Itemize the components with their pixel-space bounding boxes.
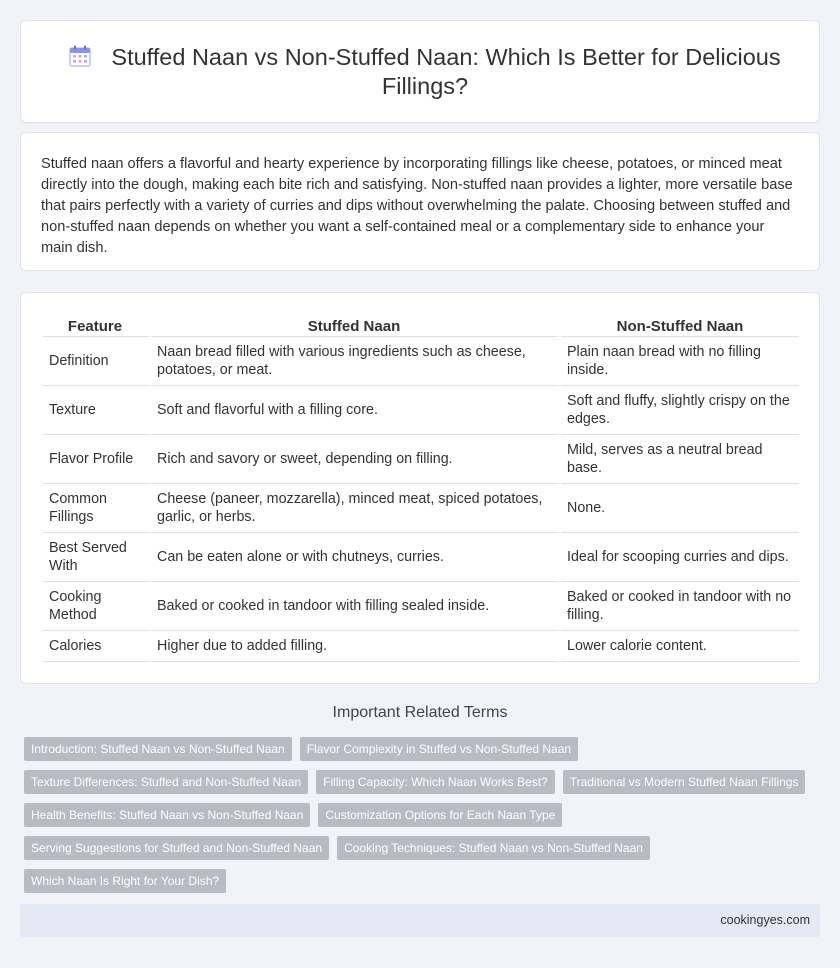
header-non-stuffed: Non-Stuffed Naan <box>561 316 799 337</box>
non-stuffed-cell: Ideal for scooping curries and dips. <box>561 533 799 582</box>
stuffed-cell: Naan bread filled with various ingredients such as cheese, potatoes, or meat. <box>151 337 561 386</box>
feature-cell: Common Fillings <box>43 484 151 533</box>
tag-row <box>24 869 824 893</box>
table-row <box>43 337 799 386</box>
summary-card <box>20 132 820 271</box>
table-header-row <box>43 316 799 337</box>
stuffed-cell: Cheese (paneer, mozzarella), minced meat, spiced potatoes, garlic, or herbs. <box>151 484 561 533</box>
related-term-tag[interactable]: Texture Differences: Stuffed and Non-Stuffed Naan <box>24 770 308 794</box>
feature-cell: Best Served With <box>43 533 151 582</box>
non-stuffed-cell: Lower calorie content. <box>561 631 799 662</box>
title-card <box>20 20 820 123</box>
related-terms-list <box>24 737 824 902</box>
tag-row <box>24 737 824 761</box>
feature-cell: Definition <box>43 337 151 386</box>
non-stuffed-cell: None. <box>561 484 799 533</box>
footer-bar <box>20 904 820 937</box>
related-term-tag[interactable]: Filling Capacity: Which Naan Works Best? <box>316 770 555 794</box>
feature-cell: Cooking Method <box>43 582 151 631</box>
table-row <box>43 631 799 662</box>
stuffed-cell: Baked or cooked in tandoor with filling sealed inside. <box>151 582 561 631</box>
table-row <box>43 533 799 582</box>
comparison-card <box>20 292 820 684</box>
feature-cell: Flavor Profile <box>43 435 151 484</box>
non-stuffed-cell: Baked or cooked in tandoor with no filling. <box>561 582 799 631</box>
stuffed-cell: Soft and flavorful with a filling core. <box>151 386 561 435</box>
tag-row <box>24 836 824 860</box>
related-term-tag[interactable]: Customization Options for Each Naan Type <box>318 803 562 827</box>
page-title: Stuffed Naan vs Non-Stuffed Naan: Which Is Better for Delicious Fillings? <box>111 44 781 99</box>
stuffed-cell: Higher due to added filling. <box>151 631 561 662</box>
table-row <box>43 386 799 435</box>
footer-site-link[interactable]: cookingyes.com <box>720 913 810 927</box>
stuffed-cell: Can be eaten alone or with chutneys, curries. <box>151 533 561 582</box>
tag-row <box>24 803 824 827</box>
table-row <box>43 435 799 484</box>
comparison-table <box>43 316 799 662</box>
non-stuffed-cell: Mild, serves as a neutral bread base. <box>561 435 799 484</box>
calendar-icon <box>69 45 91 67</box>
feature-cell: Texture <box>43 386 151 435</box>
header-stuffed: Stuffed Naan <box>151 316 561 337</box>
table-row <box>43 484 799 533</box>
related-terms-heading: Important Related Terms <box>332 704 508 721</box>
feature-cell: Calories <box>43 631 151 662</box>
non-stuffed-cell: Soft and fluffy, slightly crispy on the edges. <box>561 386 799 435</box>
related-term-tag[interactable]: Introduction: Stuffed Naan vs Non-Stuffed Naan <box>24 737 292 761</box>
related-term-tag[interactable]: Health Benefits: Stuffed Naan vs Non-Stuffed Naan <box>24 803 310 827</box>
summary-text: Stuffed naan offers a flavorful and hearty experience by incorporating fillings like cheese, potatoes, or minced meat directly into the dough, making each bite rich and satisfying. Non-stuffed naan provides a lighter, more versatile base that pairs perfectly with a variety of curries and dips without overwhelming the palate. Choosing between stuffed and non-stuffed naan depends on whether you want a self-contained meal or a complementary side to enhance your main dish. <box>41 156 793 256</box>
related-term-tag[interactable]: Traditional vs Modern Stuffed Naan Fillings <box>563 770 806 794</box>
tag-row <box>24 770 824 794</box>
related-term-tag[interactable]: Which Naan Is Right for Your Dish? <box>24 869 226 893</box>
page-title-wrap <box>61 43 789 101</box>
table-row <box>43 582 799 631</box>
stuffed-cell: Rich and savory or sweet, depending on filling. <box>151 435 561 484</box>
non-stuffed-cell: Plain naan bread with no filling inside. <box>561 337 799 386</box>
header-feature: Feature <box>43 316 151 337</box>
related-term-tag[interactable]: Serving Suggestions for Stuffed and Non-Stuffed Naan <box>24 836 329 860</box>
related-term-tag[interactable]: Flavor Complexity in Stuffed vs Non-Stuffed Naan <box>300 737 578 761</box>
related-term-tag[interactable]: Cooking Techniques: Stuffed Naan vs Non-Stuffed Naan <box>337 836 650 860</box>
